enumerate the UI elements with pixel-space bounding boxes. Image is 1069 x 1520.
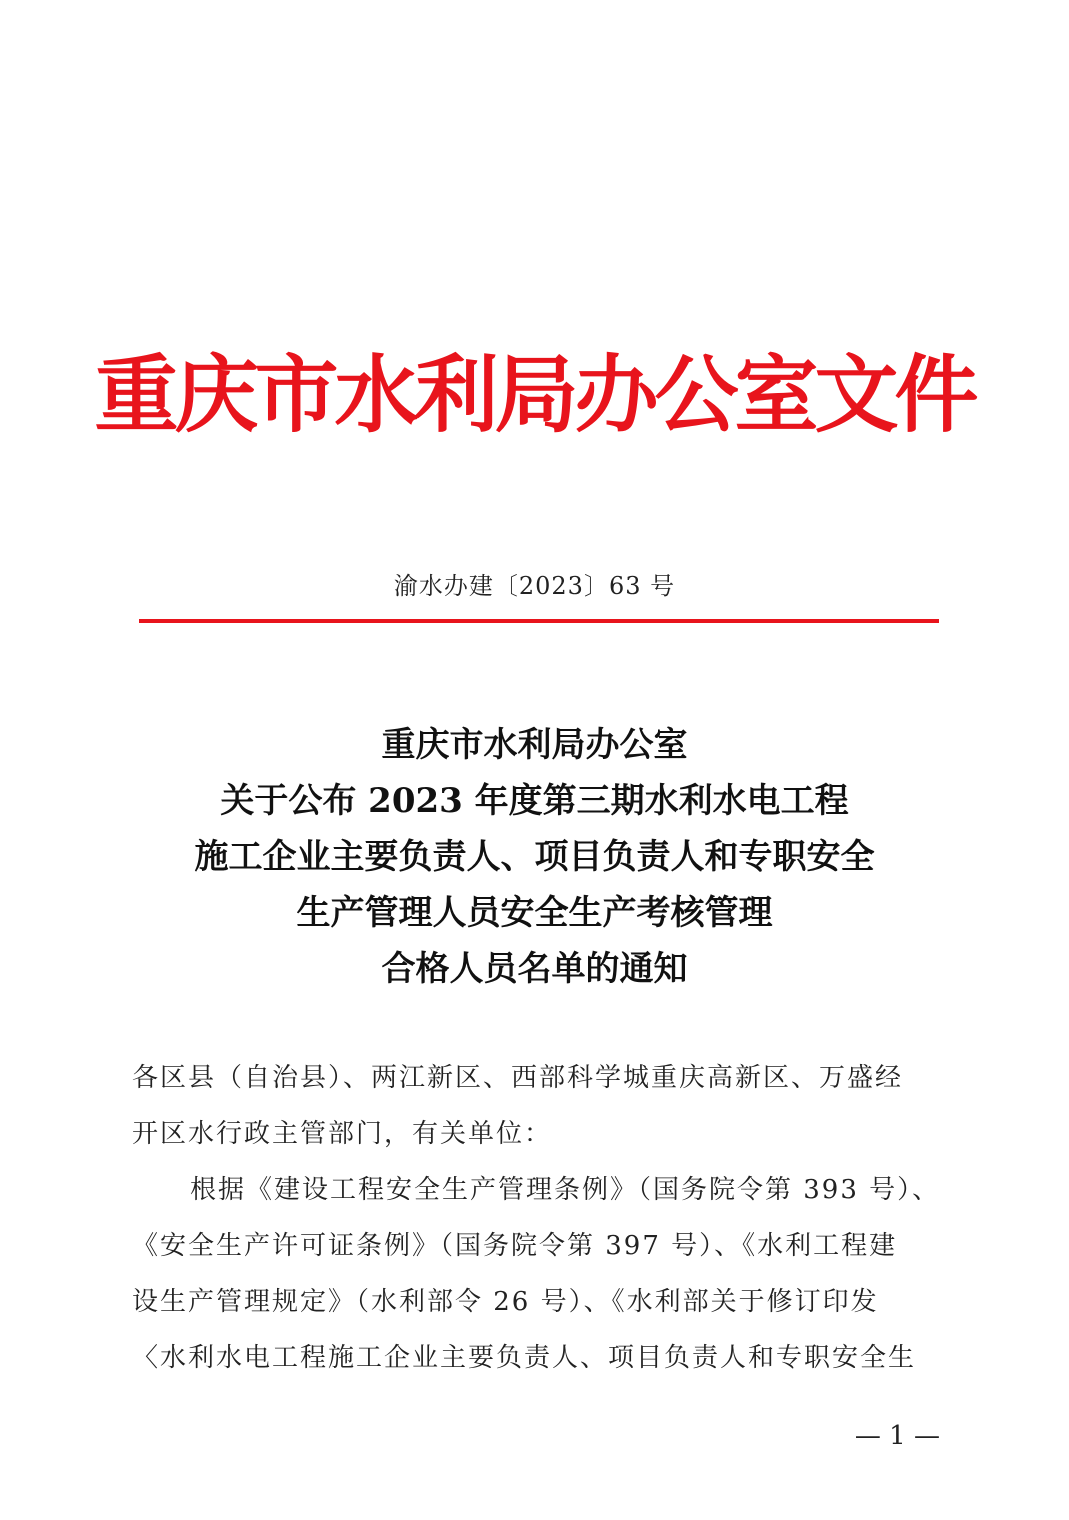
document-number: 渝水办建〔2023〕63 号 <box>393 572 676 600</box>
title-line: 生产管理人员安全生产考核管理 <box>296 893 773 933</box>
paragraph-line: 〈水利水电工程施工企业主要负责人、项目负责人和专职安全生 <box>132 1343 917 1373</box>
masthead-title: 重庆市水利局办公室文件 <box>94 346 975 444</box>
title-line: 施工企业主要负责人、项目负责人和专职安全 <box>194 837 875 877</box>
paragraph-line: 设生产管理规定》（水利部令 26 号）、《水利部关于修订印发 <box>132 1287 879 1317</box>
paragraph-line: 《安全生产许可证条例》（国务院令第 397 号）、《水利工程建 <box>132 1231 898 1261</box>
notice-title <box>60 717 1009 997</box>
title-line: 重庆市水利局办公室 <box>381 725 688 765</box>
paragraph-line: 根据《建设工程安全生产管理条例》（国务院令第 393 号）、 <box>190 1175 940 1205</box>
body-text <box>132 1050 940 1386</box>
title-line: 合格人员名单的通知 <box>381 949 688 989</box>
page-number: — 1 — <box>854 1421 940 1451</box>
addressee-line: 开区水行政主管部门，有关单位： <box>132 1119 553 1149</box>
red-divider-line <box>139 619 939 623</box>
addressee-line: 各区县（自治县）、两江新区、西部科学城重庆高新区、万盛经 <box>132 1063 904 1093</box>
title-line: 关于公布 2023 年度第三期水利水电工程 <box>220 781 849 821</box>
